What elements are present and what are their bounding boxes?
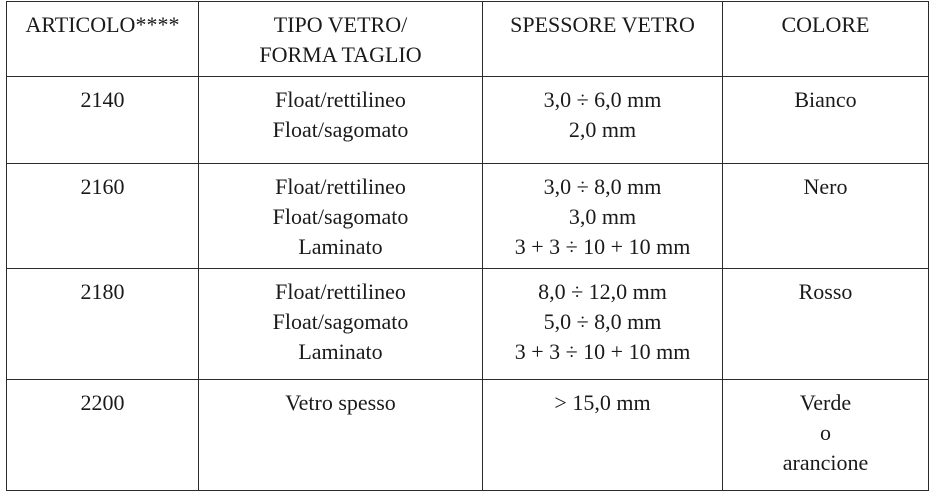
articolo-code: 2180 (80, 279, 125, 304)
colore-value: Bianco (794, 87, 857, 112)
header-row (7, 2, 929, 77)
colore-value: Verde (799, 390, 852, 415)
colore-value: arancione (782, 450, 869, 475)
articolo-code: 2140 (80, 87, 125, 112)
header-articolo-label: ARTICOLO**** (25, 12, 180, 37)
articolo-cell (7, 380, 199, 491)
table-row (7, 164, 929, 269)
tipo-value: Float/rettilineo (275, 279, 406, 304)
colore-cell (723, 164, 929, 269)
spessore-cell (483, 269, 723, 380)
colore-value: Nero (803, 174, 848, 199)
header-articolo (7, 2, 199, 77)
tipo-value: Float/rettilineo (275, 87, 406, 112)
tipo-cell (199, 380, 483, 491)
articolo-code: 2160 (80, 174, 125, 199)
header-colore-label: COLORE (781, 12, 870, 37)
glass-spec-table (6, 1, 929, 491)
articolo-cell (7, 269, 199, 380)
tipo-value: Float/sagomato (272, 204, 409, 229)
tipo-cell (199, 77, 483, 164)
colore-value: o (820, 420, 831, 445)
header-spessore (483, 2, 723, 77)
header-colore (723, 2, 929, 77)
tipo-cell (199, 164, 483, 269)
tipo-value: Float/sagomato (272, 117, 409, 142)
spessore-value: 2,0 mm (568, 117, 637, 142)
spessore-value: 3,0 ÷ 6,0 mm (543, 87, 662, 112)
header-tipo-vetro-line-2: FORMA TAGLIO (259, 42, 422, 67)
colore-cell (723, 380, 929, 491)
header-tipo-vetro (199, 2, 483, 77)
articolo-cell (7, 77, 199, 164)
articolo-cell (7, 164, 199, 269)
colore-cell (723, 77, 929, 164)
colore-value: Rosso (798, 279, 853, 304)
spessore-value: 3,0 mm (568, 204, 637, 229)
table-row (7, 380, 929, 491)
tipo-value: Float/sagomato (272, 309, 409, 334)
table-row (7, 77, 929, 164)
tipo-value: Float/rettilineo (275, 174, 406, 199)
table-row (7, 269, 929, 380)
spessore-value: 3,0 ÷ 8,0 mm (543, 174, 662, 199)
spessore-value: 3 + 3 ÷ 10 + 10 mm (514, 234, 691, 259)
spessore-value: 3 + 3 ÷ 10 + 10 mm (514, 339, 691, 364)
articolo-code: 2200 (80, 390, 125, 415)
spessore-value: 5,0 ÷ 8,0 mm (543, 309, 662, 334)
spessore-value: 8,0 ÷ 12,0 mm (538, 279, 667, 304)
header-spessore-label: SPESSORE VETRO (510, 12, 695, 37)
colore-cell (723, 269, 929, 380)
header-tipo-vetro-line-1: TIPO VETRO/ (273, 12, 408, 37)
spessore-cell (483, 164, 723, 269)
tipo-cell (199, 269, 483, 380)
tipo-value: Laminato (298, 339, 383, 364)
spessore-value: > 15,0 mm (554, 390, 651, 415)
spessore-cell (483, 380, 723, 491)
tipo-value: Laminato (298, 234, 383, 259)
spessore-cell (483, 77, 723, 164)
tipo-value: Vetro spesso (285, 390, 396, 415)
